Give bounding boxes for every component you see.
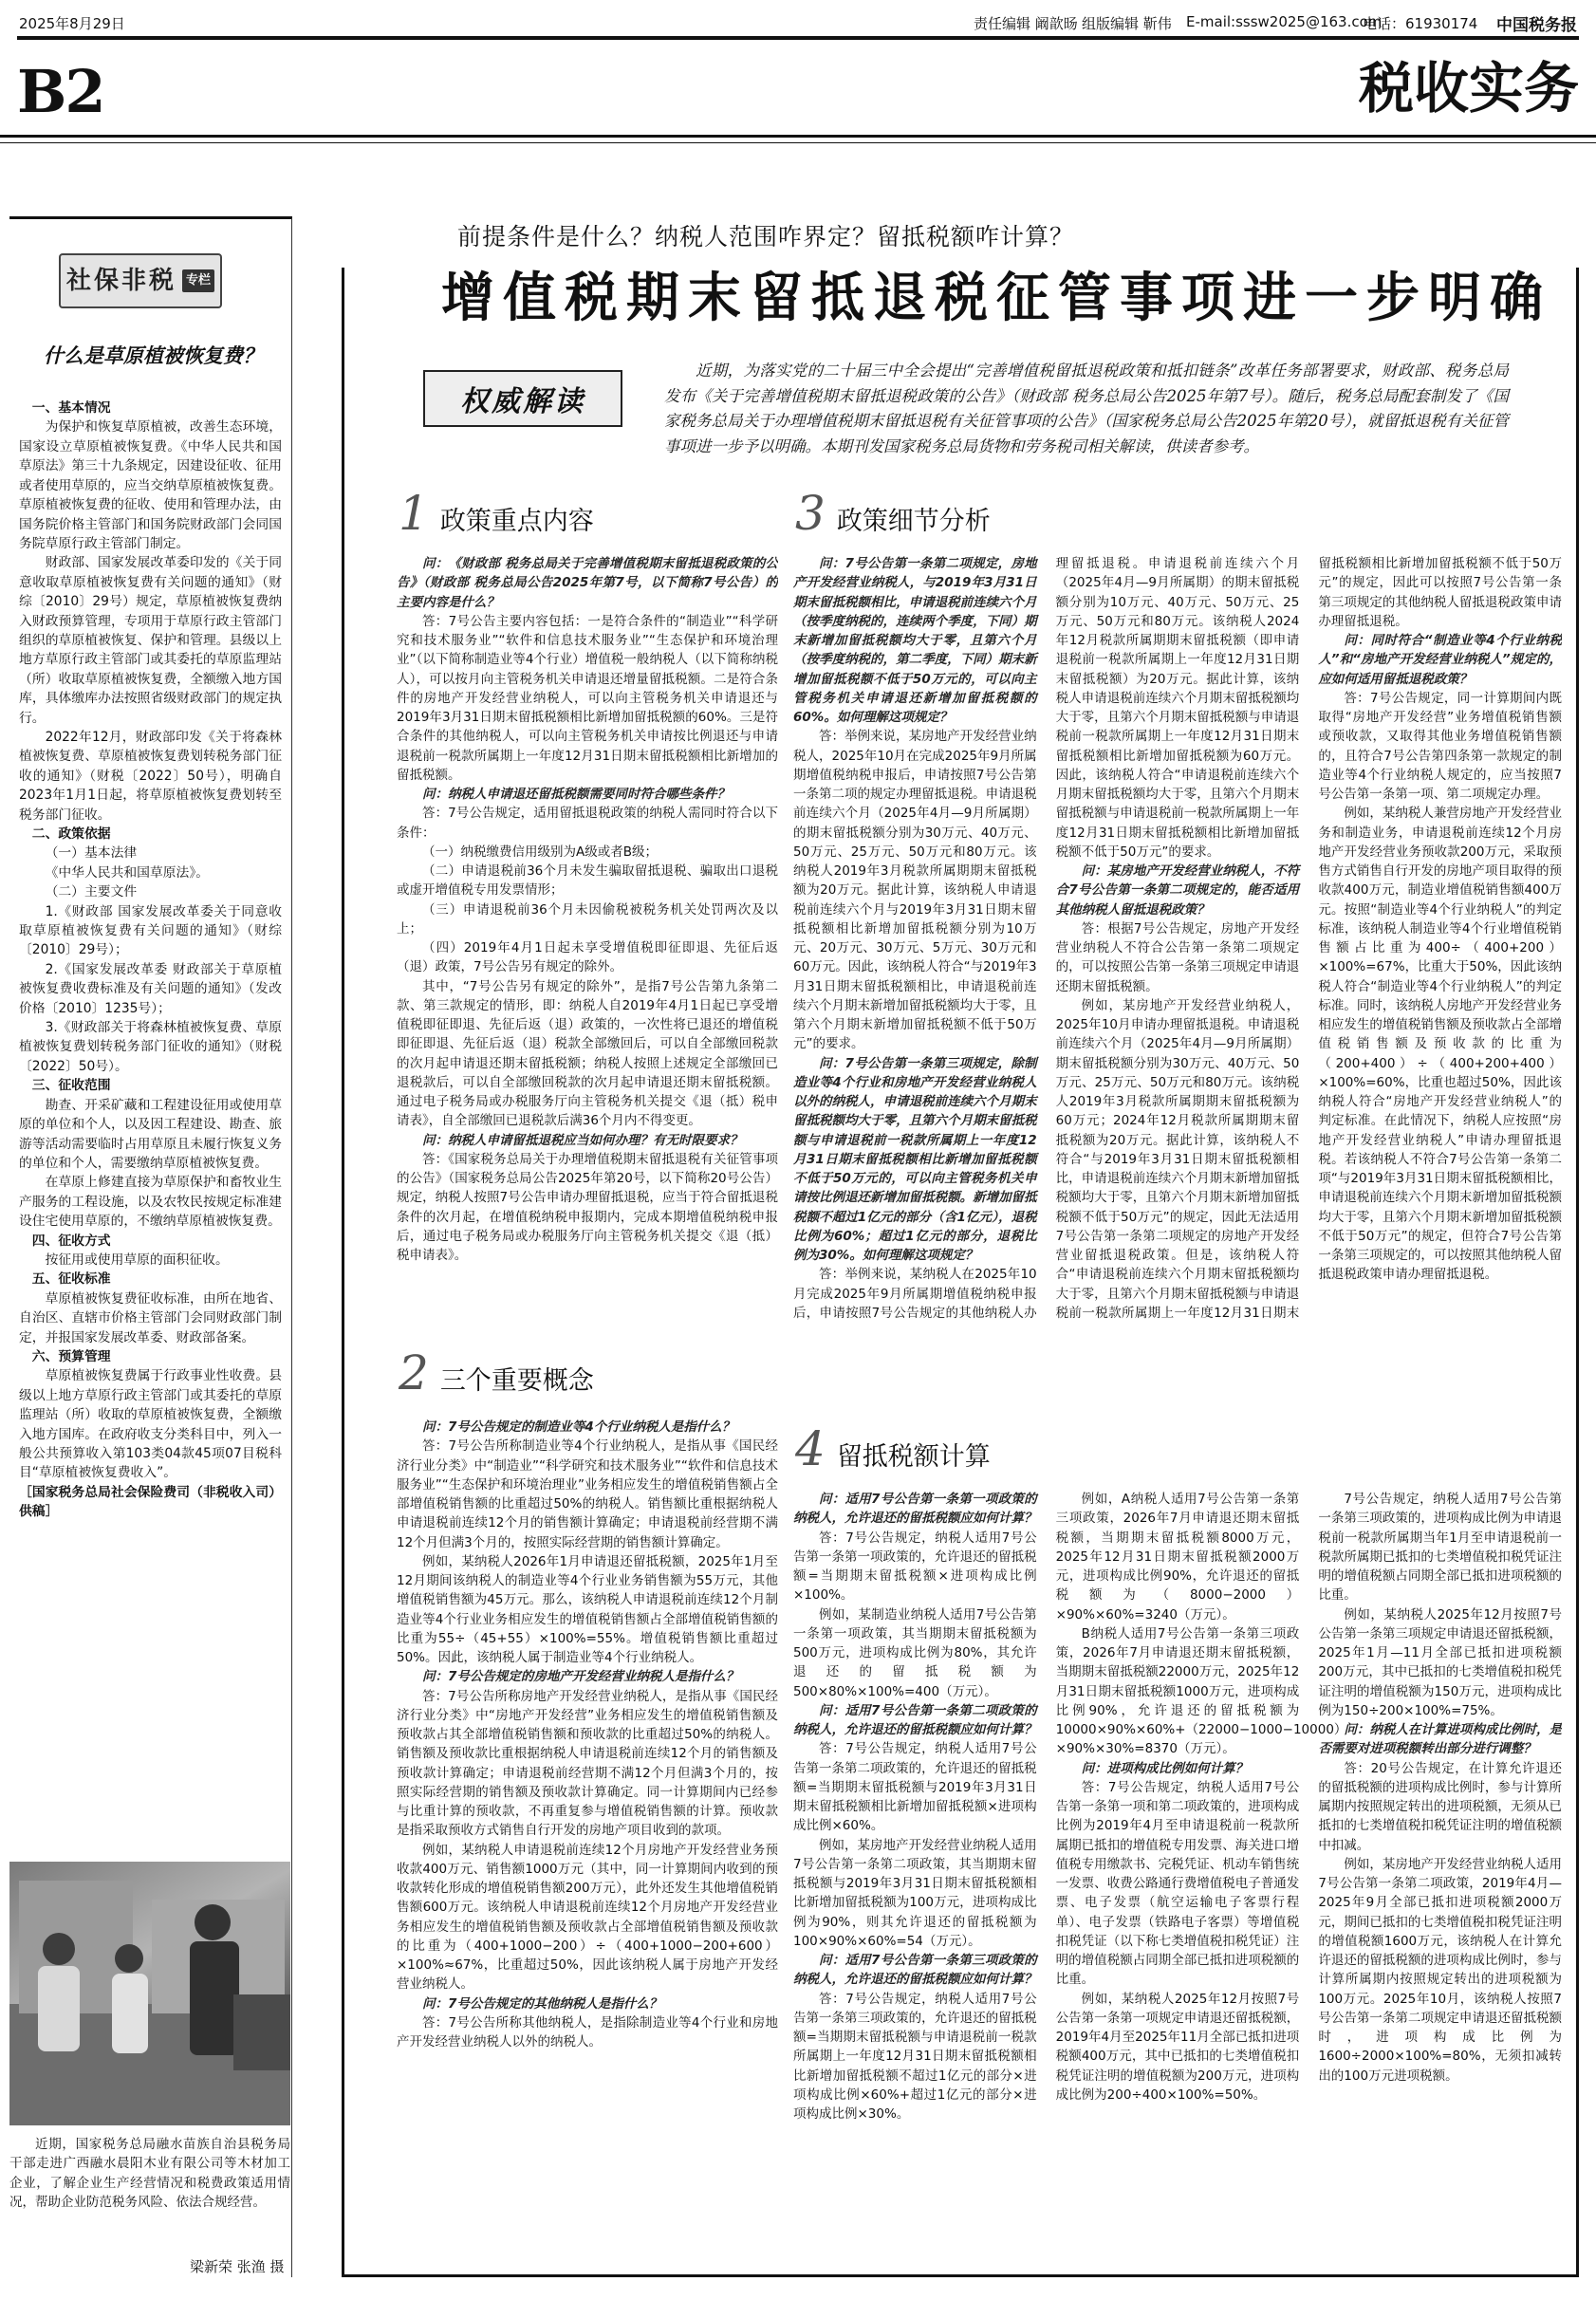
section-1-number: 1	[399, 486, 429, 541]
question-paragraph: 问：7号公告第一条第三项规定，除制造业等4个行业和房地产开发经营业纳税人以外的纳税人，申请退税前连续六个月期末留抵税额均大于零，且第六个月期末留抵税额与申请退税前一税款所属期上一年度12月31日期末留抵税额相比新增加留抵税额不低于50万元的，可以向主管税务机关申请按比例退还新增加留抵税额。新增加留抵税额不超过1亿元的部分（含1亿元），退税比例为60%；超过1亿元的部分，退税比例为30%。如何理解这项规定？	[793, 1055, 1037, 1263]
answer-paragraph: 答：举例来说，某纳税人在2025年10月完成2025年9月所属期增值税纳税申报后，申请按照7号公告规定的其他纳税人办理留抵退税。申请退税前连续六个月（2025年4月—9月所属期）的期末留抵税额分别为10万元、40万元、50万元、25万元、50万元和80万元。该纳税人2024年12月税款所属期期末留抵税额（即申请退税前一税款所属期上一年度12月31日期末留抵税额）为20万元。据此计算，该纳税人申请退税前连续六个月期末留抵税额均大于零，且第六个月期末留抵税额与申请退税前一税款所属期上一年度12月31日期末留抵税额相比新增加留抵税额为60万元。因此，该纳税人符合“申请退税前连续六个月期末留抵税额均大于零，且第六个月期末留抵税额与申请退税前一税款所属期上一年度12月31日期末留抵税额相比新增加留抵税额不低于50万元”的要求。	[793, 556, 1300, 1321]
answer-paragraph: 例如，某房地产开发经营业纳税人适用7号公告第一条第二项政策，2019年4月—2025年9月全部已抵扣进项税额2000万元，期间已抵扣的七类增值税扣税凭证注明的增值税额1600万元，该纳税人在计算允许退还的留抵税额的进项构成比例时，参与计算所属期内按照规定转出的进项税额为100万元。2025年10月，该纳税人按照7号公告第一条第二项规定申请退还留抵税额时，进项构成比例为1600÷2000×100%=80%，无须扣减转出的100万元进项税额。	[1318, 1856, 1562, 2084]
question-paragraph: 问：同时符合“制造业等4个行业纳税人”和“房地产开发经营业纳税人”规定的，应如何适用留抵退税政策？	[1318, 633, 1562, 687]
answer-paragraph: （二）申请退税前36个月未发生骗取留抵退税、骗取出口退税或虚开增值税专用发票情形；	[397, 863, 778, 899]
answer-paragraph: 例如，某房地产开发经营业纳税人适用7号公告第一条第二项政策，其当期期末留抵税额与2019年3月31日期末留抵税额相比新增加留抵税额为100万元，进项构成比例为90%，则其允许退还的留抵税额为100×90%×60%=54（万元）。	[793, 1837, 1037, 1949]
sidebar-heading: 五、征收标准	[31, 1271, 111, 1288]
answer-paragraph: 例如，某纳税人2025年12月按照7号公告第一条第三项规定申请退还留抵税额，2025年1月—11月全部已抵扣进项税额200万元，其中已抵扣的七类增值税扣税凭证注明的增值税额为150万元，进项构成比例为150÷200×100%=75%。	[1318, 1606, 1562, 1718]
question-paragraph: 问：纳税人申请退还留抵税额需要同时符合哪些条件？	[422, 787, 730, 802]
question-paragraph: 问：适用7号公告第一条第一项政策的纳税人，允许退还的留抵税额应如何计算？	[793, 1492, 1037, 1527]
section-1-body	[397, 554, 778, 1550]
article-intro: 近期，为落实党的二十届三中全会提出“完善增值税留抵退税政策和抵扣链条”改革任务部署要求，财政部、税务总局发布《关于完善增值税期末留抵退税政策的公告》（财政部 税务总局公告2025年第7号）。随后，税务总局配套制发了《国家税务总局关于办理增值税期末留抵退税有关征管事项的公告》（国家税务总局公告2025年第20号），就留抵退税有关征管事项进一步予以明确。本期刊发国家税务总局货物和劳务税司相关解读，供读者参考。	[664, 362, 1509, 456]
sidebar-paragraph: （一）基本法律	[45, 845, 138, 862]
designer-credit: 组版编辑 靳伟	[1082, 15, 1172, 32]
question-paragraph: 问：某房地产开发经营业纳税人，不符合7号公告第一条第二项规定的，能否适用其他纳税人留抵退税政策？	[1055, 863, 1300, 918]
question-paragraph: 问：7号公告规定的房地产开发经营业纳税人是指什么？	[422, 1669, 739, 1685]
answer-paragraph: 答：20号公告规定，在计算允许退还的留抵税额的进项构成比例时，参与计算所属期内按照规定转出的进项税额，无须从已抵扣的七类增值税扣税凭证注明的增值税额中扣减。	[1318, 1760, 1562, 1853]
section-2-title: 三个重要概念	[439, 1366, 594, 1396]
answer-paragraph: 例如，某纳税人2026年1月申请退还留抵税额，2025年1月至12月期间该纳税人的制造业等4个行业业务销售额为55万元，其他增值税销售额为45万元。那么，该纳税人申请退税前连续12个月制造业等4个行业业务相应发生的增值税销售额占全部增值税销售额的比重为55÷（45+55）×100%=55%。增值税销售额比重超过50%。因此，该纳税人属于制造业等4个行业纳税人。	[397, 1553, 778, 1665]
question-paragraph: 问：7号公告规定的其他纳税人是指什么？	[422, 1995, 662, 2012]
answer-paragraph: 答：7号公告主要内容包括：一是符合条件的“制造业”“科学研究和技术服务业”“软件和信息技术服务业”“生态保护和环境治理业”（以下简称制造业等4个行业）增值税一般纳税人（以下简称纳税人），可以按月向主管税务机关申请退还增量留抵税额。二是符合条件的房地产开发经营业纳税人，可以向主管税务机关申请退还与2019年3月31日期末留抵税额相比新增加留抵税额的60%。三是符合条件的其他纳税人，可以向主管税务机关申请按比例退还与申请退税前一税款所属期上一年度12月31日期末留抵税额相比新增加的留抵税额。	[397, 613, 778, 783]
sidebar-paragraph: （二）主要文件	[45, 884, 138, 900]
editor-credit: 责任编辑 阚歆旸	[974, 15, 1078, 32]
column-logo-text: 社保非税	[65, 266, 176, 295]
issue-date: 2025年8月29日	[19, 15, 125, 32]
answer-paragraph: 例如，某制造业纳税人适用7号公告第一条第一项政策，其当期期末留抵税额为500万元，进项构成比例为80%，其允许退还的留抵税额为500×80%×100%=400（万元）。	[793, 1606, 1037, 1699]
sidebar-paragraph: ［国家税务总局社会保险费司（非税收入司）供稿］	[19, 1484, 282, 1520]
header-rule-thin	[0, 142, 1596, 143]
sidebar-paragraph: 在草原上修建直接为草原保护和畜牧业生产服务的工程设施，以及农牧民按规定标准建设住宅使用草原的，不缴纳草原植被恢复费。	[19, 1175, 282, 1230]
section-1-header	[399, 486, 594, 541]
section-4-header	[795, 1421, 991, 1476]
section-3-title: 政策细节分析	[836, 507, 991, 536]
section-3-number: 3	[795, 486, 826, 541]
answer-paragraph: 答：举例来说，某房地产开发经营业纳税人，2025年10月在完成2025年9月所属期增值税纳税申报后，申请按照7号公告第一条第二项的规定办理留抵退税。申请退税前连续六个月（2025年4月—9月所属期）的期末留抵税额分别为30万元、40万元、50万元、25万元、50万元和80万元。该纳税人2019年3月税款所属期期末留抵税额为20万元。据此计算，该纳税人申请退税前连续六个月与2019年3月31日期末留抵税额相比新增加留抵税额分别为10万元、20万元、30万元、5万元、30万元和60万元。因此，该纳税人符合“与2019年3月31日期末留抵税额相比，申请退税前连续六个月期末新增加留抵税额均大于零，且第六个月期末新增加留抵税额不低于50万元”的要求。	[793, 729, 1037, 1052]
question-paragraph: 问：适用7号公告第一条第二项政策的纳税人，允许退还的留抵税额应如何计算？	[793, 1702, 1037, 1737]
sidebar-heading: 二、政策依据	[31, 826, 111, 843]
authority-badge: 权威解读	[423, 370, 622, 427]
sidebar-heading: 三、征收范围	[31, 1078, 111, 1094]
answer-paragraph: （四）2019年4月1日起未享受增值税即征即退、先征后返（退）政策，7号公告另有规定的除外。	[397, 940, 778, 975]
answer-paragraph: 答：根据7号公告规定，房地产开发经营业纳税人不符合公告第一条第二项规定的，可以按照公告第一条第三项规定申请退还期末留抵税额。	[1055, 920, 1300, 994]
answer-paragraph: 例如，某纳税人兼营房地产开发经营业务和制造业务，申请退税前连续12个月房地产开发经营业务预收款200万元，采取预售方式销售自行开发的房地产项目取得的预收款400万元，制造业增值税销售额400万元。按照“制造业等4个行业纳税人”的判定标准，该纳税人制造业等4个行业增值税销售额占比重为400÷（400+200）×100%=67%，比重大于50%，因此该纳税人符合“制造业等4个行业纳税人”的判定标准。同时，该纳税人房地产开发经营业务相应发生的增值税销售额及预收款占全部增值税销售额及预收款的比重为（200+400）÷（400+200+400）×100%=60%，比重也超过50%，因此该纳税人符合“房地产开发经营业纳税人”的判定标准。在此情况下，纳税人应按照“房地产开发经营业纳税人”申请办理留抵退税。若该纳税人不符合7号公告第一条第二项“与2019年3月31日期末留抵税额相比，申请退税前连续六个月期末新增加留抵税额均大于零，且第六个月期末新增加留抵税额不低于50万元”的规定，但符合7号公告第一条第三项规定的，可以按照其他纳税人留抵退税政策申请办理留抵退税。	[1318, 806, 1562, 1283]
answer-paragraph: B纳税人适用7号公告第一条第三项政策，2026年7月申请退还期末留抵税额，当期期末留抵税额22000万元，2025年12月31日期末留抵税额1000万元，进项构成比例90%，允许退还的留抵税额为10000×90%×60%+（22000−1000−10000）×90%×30%=8370（万元）。	[1055, 1625, 1347, 1757]
answer-paragraph: 答：7号公告规定，同一计算期间内既取得“房地产开发经营”业务增值税销售额或预收款，又取得其他业务增值税销售额的，且符合7号公告第四条第一款规定的制造业等4个行业纳税人规定的，应当按照7号公告第一条第一项、第二项规定办理。	[1318, 690, 1562, 802]
question-paragraph: 问：进项构成比例如何计算？	[1081, 1760, 1249, 1776]
column-logo-tag: 专栏	[182, 269, 214, 291]
answer-paragraph: （一）纳税缴费信用级别为A级或者B级；	[422, 844, 658, 860]
section-2-body	[397, 1418, 778, 2262]
sidebar-paragraph: 2022年12月，财政部印发《关于将森林植被恢复费、草原植被恢复费划转税务部门征收的通知》（财税〔2022〕50号），明确自2023年1月1日起，将草原植被恢复费划转至税务部门征收。	[19, 729, 282, 823]
sidebar-paragraph: 勘查、开采矿藏和工程建设征用或使用草原的单位和个人，以及因工程建设、勘查、旅游等活动需要临时占用草原且未履行恢复义务的单位和个人，需要缴纳草原植被恢复费。	[19, 1097, 282, 1171]
answer-paragraph: 其中，“7号公告另有规定的除外”，是指7号公告第九条第二款、第三款规定的情形，即：纳税人自2019年4月1日起已享受增值税即征即退、先征后返（退）政策的，一次性将已退还的增值税即征即退、先征后返（退）税款全部缴回后，可以自全部缴回税款的次月起申请退还期末留抵税额；纳税人按照上述规定全部缴回已退税款后，可以自全部缴回税款的次月起申请退还期末留抵税额。通过电子税务局或办税服务厅向主管税务机关提交《退（抵）税申请表》，自全部缴回已退税款后满36个月内不得变更。	[397, 978, 778, 1129]
question-paragraph: 问：7号公告第一条第二项规定，房地产开发经营业纳税人，与2019年3月31日期末留抵税额相比，申请退税前连续六个月（按季度纳税的，连续两个季度，下同）期末新增加留抵税额均大于零，且第六个月（按季度纳税的，第二季度，下同）期末新增加留抵税额不低于50万元的，可以向主管税务机关申请退还新增加留抵税额的60%。如何理解这项规定？	[793, 556, 1037, 725]
news-photo-scene	[9, 1862, 290, 2125]
question-paragraph: 问：《财政部 税务总局关于完善增值税期末留抵退税政策的公告》（财政部 税务总局公告2025年第7号，以下简称7号公告）的主要内容是什么？	[397, 556, 778, 610]
sidebar-paragraph: 1.《财政部 国家发展改革委关于同意收取草原植被恢复费有关问题的通知》（财综〔2010〕29号）；	[19, 903, 282, 958]
section-4-title: 留抵税额计算	[836, 1442, 991, 1472]
answer-paragraph: 答：7号公告规定，纳税人适用7号公告第一条第三项政策的，允许退还的留抵税额=当期期末留抵税额与申请退税前一税款所属期上一年度12月31日期末留抵税额相比新增加留抵税额不超过1亿元的部分×进项构成比例×60%+超过1亿元的部分×进项构成比例×30%。	[793, 1991, 1037, 2122]
answer-paragraph: 例如，某房地产开发经营业纳税人，2025年10月申请办理留抵退税。申请退税前连续六个月（2025年4月—9月所属期）期末留抵税额分别为30万元、40万元、50万元、25万元、50万元和80万元。该纳税人2019年3月税款所属期期末留抵税额为60万元；2024年12月税款所属期期末留抵税额为20万元。据此计算，该纳税人不符合“与2019年3月31日期末留抵税额相比，申请退税前连续六个月期末新增加留抵税额均大于零，且第六个月期末新增加留抵税额不低于50万元”的规定，因此无法适用7号公告第一条第二项规定的房地产开发经营业留抵退税政策。但是，该纳税人符合“申请退税前连续六个月期末留抵税额均大于零，且第六个月期末留抵税额与申请退税前一税款所属期上一年度12月31日期末留抵税额相比新增加留抵税额不低于50万元”的规定，因此可以按照7号公告第一条第三项规定的其他纳税人留抵退税政策申请办理留抵退税。	[1055, 556, 1562, 1321]
sidebar-heading: 一、基本情况	[31, 400, 111, 417]
answer-paragraph: 7号公告规定，纳税人适用7号公告第一条第三项政策的，进项构成比例为申请退税前一税款所属期当年1月至申请退税前一税款所属期已抵扣的七类增值税扣税凭证注明的增值税额占同期全部已抵扣进项税额的比重。	[1318, 1492, 1562, 1604]
sidebar-paragraph: 财政部、国家发展改革委印发的《关于同意收取草原植被恢复费有关问题的通知》（财综〔2010〕29号）规定，草原植被恢复费纳入财政预算管理，专项用于草原行政主管部门组织的草原植被恢复、保护和管理。县级以上地方草原行政主管部门或其委托的草原监理站（所）收取草原植被恢复费，全额缴入地方国库，具体缴库办法按照省级财政部门的规定执行。	[19, 555, 282, 726]
section-4-number: 4	[795, 1421, 826, 1476]
sidebar-paragraph: 按征用或使用草原的面积征收。	[45, 1252, 229, 1268]
article-headline: 增值税期末留抵退税征管事项进一步明确	[441, 267, 1551, 329]
sidebar-paragraph: 《中华人民共和国草原法》。	[45, 864, 210, 881]
answer-paragraph: 例如，某纳税人2025年12月按照7号公告第一条第一项规定申请退还留抵税额，2019年4月至2025年11月全部已抵扣进项税额400万元，其中已抵扣的七类增值税扣税凭证注明的增值税额为200万元，进项构成比例为200÷400×100%=50%。	[1055, 1991, 1300, 2103]
answer-paragraph: 答：7号公告规定，适用留抵退税政策的纳税人需同时符合以下条件：	[397, 806, 778, 841]
answer-paragraph: 例如，A纳税人适用7号公告第一条第三项政策，2026年7月申请退还期末留抵税额，当期期末留抵税额8000万元，2025年12月31日期末留抵税额2000万元，进项构成比例90%，允许退还的留抵税额为（8000−2000）×90%×60%=3240（万元）。	[1055, 1492, 1300, 1623]
sidebar-heading: 六、预算管理	[31, 1348, 111, 1364]
news-photo	[9, 1862, 290, 2125]
page-number: B2	[17, 57, 104, 126]
question-paragraph: 问：纳税人申请留抵退税应当如何办理？有无时限要求？	[422, 1132, 743, 1148]
sidebar-heading: 四、征收方式	[31, 1233, 111, 1249]
section-2-header	[399, 1345, 594, 1400]
section-3-header	[795, 486, 991, 541]
sidebar-paragraph: 为保护和恢复草原植被，改善生态环境，国家设立草原植被恢复费。《中华人民共和国草原法》第三十九条规定，因建设征收、征用或者使用草原的，应当交纳草原植被恢复费。草原植被恢复费的征收、使用和管理办法，由国务院价格主管部门和国务院财政部门会同国务院草原行政主管部门制定。	[19, 419, 282, 551]
section-1-title: 政策重点内容	[439, 507, 594, 536]
answer-paragraph: （三）申请退税前36个月未因偷税被税务机关处罚两次及以上；	[397, 901, 778, 937]
photo-credit: 梁新荣 张渔 摄	[190, 2258, 285, 2275]
section-3-body	[793, 554, 1562, 1397]
header-rule	[0, 135, 1596, 138]
paper-name: 中国税务报	[1496, 16, 1577, 35]
answer-paragraph: 例如，某纳税人申请退税前连续12个月房地产开发经营业务预收款400万元、销售额1000万元（其中，同一计算期间内收到的预收款转化形成的增值税销售额200万元），此外还发生其他增值税销售额600万元。该纳税人申请退税前连续12个月房地产开发经营业务相应发生的增值税销售额及预收款占全部增值税销售额及预收款的比重为（400+1000−200）÷（400+1000−200+600）×100%≈67%，比重超过50%，因此该纳税人属于房地产开发经营业纳税人。	[397, 1842, 778, 1993]
article-subtitle: 前提条件是什么？纳税人范围咋界定？留抵税额咋计算？	[457, 223, 1075, 250]
contact-phone: 电话：61930174	[1363, 15, 1478, 32]
answer-paragraph: 答：7号公告所称其他纳税人，是指除制造业等4个行业和房地产开发经营业纳税人以外的纳税人。	[397, 2014, 778, 2050]
sidebar-paragraph: 3.《财政部关于将森林植被恢复费、草原植被恢复费划转税务部门征收的通知》（财税〔2022〕50号）。	[19, 1020, 282, 1074]
question-paragraph: 问：适用7号公告第一条第三项政策的纳税人，允许退还的留抵税额应如何计算？	[793, 1953, 1037, 1988]
section-title: 税收实务	[1358, 56, 1579, 121]
column-logo	[59, 253, 222, 308]
answer-paragraph: 答：7号公告所称房地产开发经营业纳税人，是指从事《国民经济行业分类》中“房地产开发经营”业务相应发生的增值税销售额及预收款占其全部增值税销售额和预收款的比重超过50%的纳税人。销售额及预收款比重根据纳税人申请退税前连续12个月的销售额及预收款计算确定；申请退税前经营期不满12个月但满3个月的，按照实际经营期的销售额及预收款计算确定。同一计算期间内已经参与比重计算的预收款，不再重复参与增值税销售额的计算。预收款是指采取预收方式销售自行开发的房地产项目收到的款项。	[397, 1688, 778, 1839]
sidebar-paragraph: 草原植被恢复费属于行政事业性收费。县级以上地方草原行政主管部门或其委托的草原监理站（所）收取的草原植被恢复费，全额缴入地方国库。在政府收支分类科目中，列入一般公共预算收入第103类04款45项07目税科目“草原植被恢复费收入”。	[19, 1368, 282, 1481]
question-paragraph: 问：7号公告规定的制造业等4个行业纳税人是指什么？	[422, 1419, 735, 1435]
question-paragraph: 问：纳税人在计算进项构成比例时，是否需要对进项税额转出部分进行调整？	[1318, 1722, 1562, 1757]
section-4-body	[793, 1490, 1562, 2268]
answer-paragraph: 答：7号公告规定，纳税人适用7号公告第一条第一项和第二项政策的，进项构成比例为2019年4月至申请退税前一税款所属期已抵扣的增值税专用发票、海关进口增值税专用缴款书、完税凭证、机动车销售统一发票、收费公路通行费增值税电子普通发票、电子发票（航空运输电子客票行程单）、电子发票（铁路电子客票）等增值税扣税凭证（以下称七类增值税扣税凭证）注明的增值税额占同期全部已抵扣进项税额的比重。	[1055, 1779, 1300, 1988]
answer-paragraph: 答：7号公告所称制造业等4个行业纳税人，是指从事《国民经济行业分类》中“制造业”“科学研究和技术服务业”“软件和信息技术服务业”“生态保护和环境治理业”业务相应发生的增值税销售额占全部增值税销售额的比重超过50%的纳税人。销售额比重根据纳税人申请退税前连续12个月的销售额计算确定；申请退税前经营期不满12个月但满3个月的，按照实际经营期的销售额计算确定。	[397, 1438, 778, 1550]
section-2-number: 2	[399, 1345, 429, 1400]
sidebar-body	[19, 399, 282, 1522]
answer-paragraph: 答：7号公告规定，纳税人适用7号公告第一条第一项政策的，允许退还的留抵税额=当期期末留抵税额×进项构成比例×100%。	[793, 1530, 1037, 1604]
answer-paragraph: 答：7号公告规定，纳税人适用7号公告第一条第二项政策的，允许退还的留抵税额=当期期末留抵税额与2019年3月31日期末留抵税额相比新增加留抵税额×进项构成比例×60%。	[793, 1741, 1037, 1834]
answer-paragraph: 答：《国家税务总局关于办理增值税期末留抵退税有关征管事项的公告》（国家税务总局公告2025年第20号，以下简称20号公告）规定，纳税人按照7号公告申请办理留抵退税，应当于符合留抵退税条件的次月起，在增值税纳税申报期内，完成本期增值税纳税申报后，通过电子税务局或办税服务厅向主管税务机关提交《退（抵）税申请表》。	[397, 1151, 778, 1263]
sidebar-title: 什么是草原植被恢复费？	[44, 343, 263, 367]
masthead-bar	[17, 8, 1579, 40]
contact-email: E-mail:sssw2025@163.com	[1186, 13, 1383, 30]
sidebar-paragraph: 草原植被恢复费征收标准，由所在地省、自治区、直辖市价格主管部门会同财政部门制定，并报国家发展改革委、财政部备案。	[19, 1290, 282, 1345]
sidebar-paragraph: 2.《国家发展改革委 财政部关于草原植被恢复费收费标准及有关问题的通知》（发改价格〔2010〕1235号）；	[19, 961, 282, 1016]
photo-caption: 近期，国家税务总局融水苗族自治县税务局干部走进广西融水晨阳木业有限公司等木材加工企业，了解企业生产经营情况和税费政策适用情况，帮助企业防范税务风险、依法合规经营。	[9, 2137, 290, 2210]
